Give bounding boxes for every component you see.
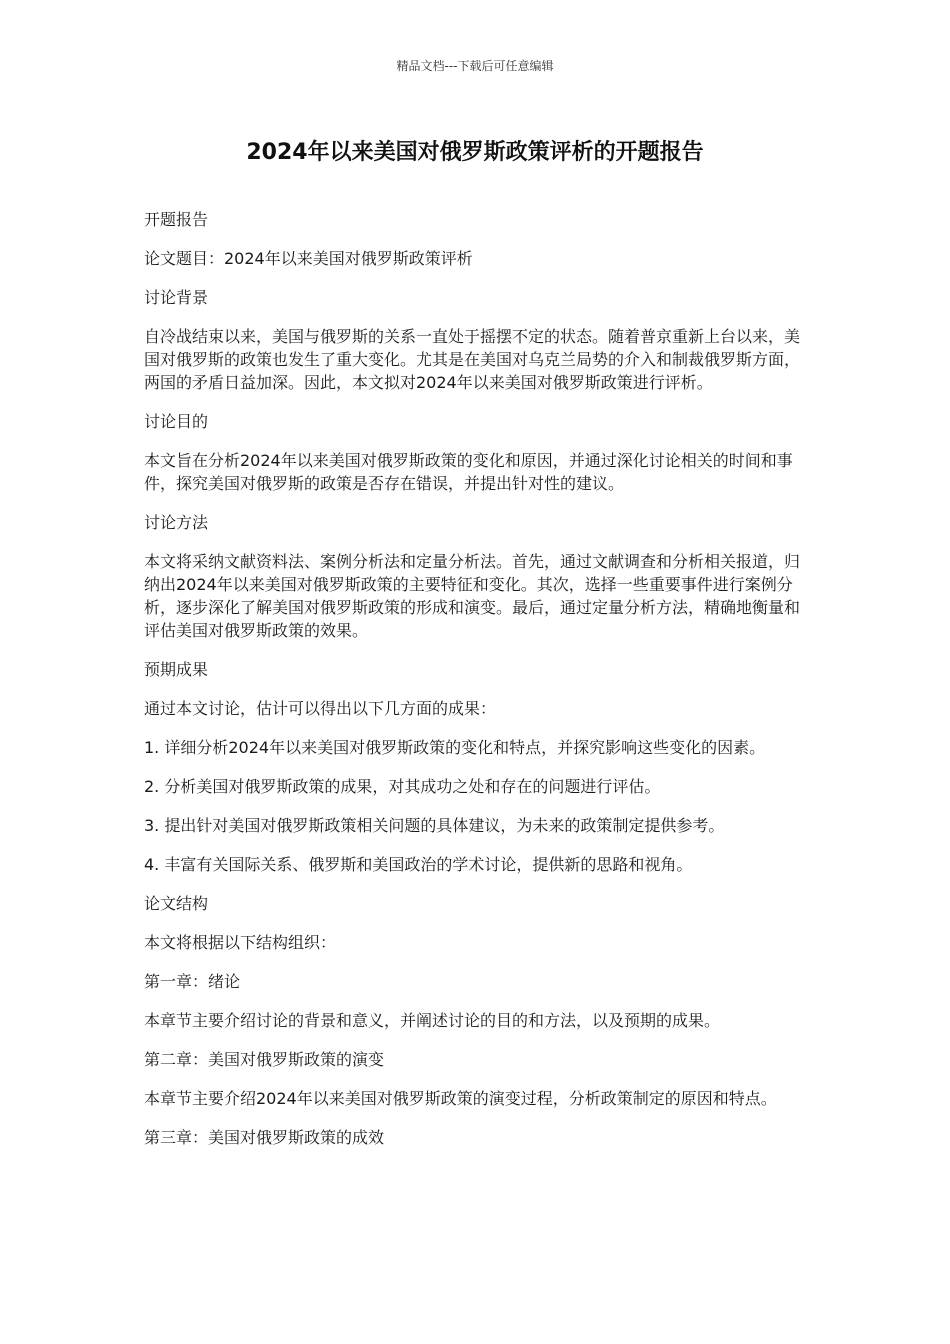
expected-results-intro: 通过本文讨论，估计可以得出以下几方面的成果： — [144, 699, 497, 718]
structure-intro: 本文将根据以下结构组织： — [144, 933, 337, 952]
document-title: 2024年以来美国对俄罗斯政策评析的开题报告 — [246, 140, 704, 165]
chapter-description: 本章节主要介绍讨论的背景和意义，并阐述讨论的目的和方法，以及预期的成果。 — [144, 1011, 721, 1030]
background-paragraph: 自冷战结束以来，美国与俄罗斯的关系一直处于摇摆不定的状态。随着普京重新上台以来，美国对俄罗斯的政策也发生了重大变化。尤其是在美国对乌克兰局势的介入和制裁俄罗斯方面，两国的矛盾日益加深。因此，本文拟对2024年以来美国对俄罗斯政策进行评析。 — [144, 327, 801, 392]
chapter-heading: 第三章：美国对俄罗斯政策的成效 — [144, 1128, 385, 1147]
section-heading-report: 开题报告 — [144, 210, 209, 229]
thesis-topic: 论文题目：2024年以来美国对俄罗斯政策评析 — [144, 249, 473, 268]
chapter-description: 本章节主要介绍2024年以来美国对俄罗斯政策的演变过程，分析政策制定的原因和特点。 — [144, 1089, 777, 1108]
chapter-heading: 第一章：绪论 — [144, 972, 241, 991]
section-heading-expected-results: 预期成果 — [144, 660, 209, 679]
section-heading-structure: 论文结构 — [144, 894, 209, 913]
expected-result-item: 3. 提出针对美国对俄罗斯政策相关问题的具体建议，为未来的政策制定提供参考。 — [144, 816, 725, 835]
section-heading-method: 讨论方法 — [144, 513, 209, 532]
document-body — [144, 208, 804, 1165]
method-paragraph: 本文将采纳文献资料法、案例分析法和定量分析法。首先，通过文献调查和分析相关报道，归纳出2024年以来美国对俄罗斯政策的主要特征和变化。其次，选择一些重要事件进行案例分析，逐步深化了解美国对俄罗斯政策的形成和演变。最后，通过定量分析方法，精确地衡量和评估美国对俄罗斯政策的效果。 — [144, 552, 801, 640]
chapter-heading: 第二章：美国对俄罗斯政策的演变 — [144, 1050, 385, 1069]
purpose-paragraph: 本文旨在分析2024年以来美国对俄罗斯政策的变化和原因，并通过深化讨论相关的时间和事件，探究美国对俄罗斯的政策是否存在错误，并提出针对性的建议。 — [144, 451, 793, 493]
section-heading-background: 讨论背景 — [144, 288, 209, 307]
expected-result-item: 1. 详细分析2024年以来美国对俄罗斯政策的变化和特点，并探究影响这些变化的因素。 — [144, 738, 766, 757]
expected-result-item: 4. 丰富有关国际关系、俄罗斯和美国政治的学术讨论，提供新的思路和视角。 — [144, 855, 693, 874]
expected-result-item: 2. 分析美国对俄罗斯政策的成果，对其成功之处和存在的问题进行评估。 — [144, 777, 661, 796]
section-heading-purpose: 讨论目的 — [144, 412, 209, 431]
page-header-note: 精品文档---下载后可任意编辑 — [396, 59, 554, 73]
